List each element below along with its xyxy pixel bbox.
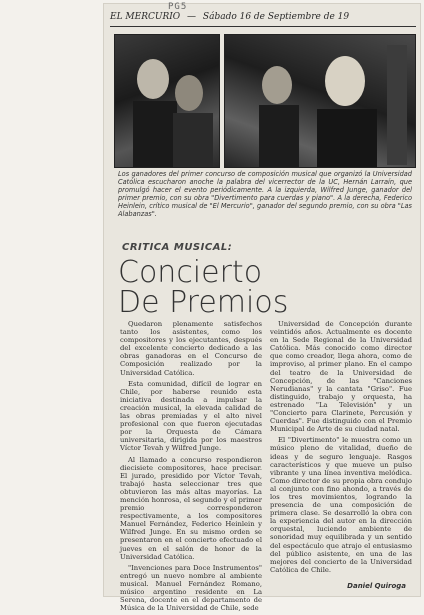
headline-line-2: De Premios [118, 285, 289, 320]
headline-line-1: Concierto [118, 255, 263, 290]
photo-federico-heinlein [224, 34, 416, 168]
newspaper-clipping [104, 2, 420, 613]
publication-date: Sábado 16 de Septiembre de 19 [202, 12, 350, 22]
paper-name: EL MERCURIO [110, 12, 181, 22]
article-column-1 [120, 320, 262, 615]
paragraph: Esta comunidad, difícil de lograr en Chile, por haberse reunido esta iniciativa destinada a impulsar la creación musical, la elevada calidad de las obras premiadas y el alto nivel profesional con que fueron ejecutadas por la Orquesta de Cámara universitaria, dirigida por los maestros Víctor Tevah y Wilfred Junge. [120, 379, 262, 453]
photo-caption: Los ganadores del primer concurso de composición musical que organizó la Universidad Católica escucharon anoche la palabra del vicerrector de la UC, Hernán Larraín, que promulgó hacer el evento periódicamente. A la izquierda, Wilfred Junge, ganador del primer premio, con su obra "Divertimento para cuerdas y piano". A la derecha, Federico Heinlein, crítico musical de "El Mercurio", ganador del segundo premio, con su obra "Las Alabanzas". [118, 170, 412, 218]
handwritten-note: PG5 [168, 2, 188, 12]
paragraph: Quedaron plenamente satisfechos tanto los asistentes, como los compositores y los ejecutantes, después del excelente concierto dedicado a las obras ganadoras en el Concurso de Composición realizado por la Universidad Católica. [120, 320, 262, 377]
masthead [110, 12, 416, 22]
paragraph: "Invenciones para Doce Instrumentos" entregó un nuevo nombre al ambiente musical. Manuel Fernández Romano, músico argentino residente en La Serena, docente en el departamento de Música de la Universidad de Chile, sede [120, 563, 262, 613]
byline: Daniel Quiroga [347, 582, 406, 590]
paragraph: El "Divertimento" le muestra como un músico pleno de vitalidad, dueño de ideas y de seguro lenguaje. Rasgos característicos y que mueve un pulso vibrante y una línea inventiva melódica. Como director de su propia obra condujo al conjunto con fino ahondo, a través de los tres movimientos, logrando la presencia de una composición de primera clase. Se desarrolló la obra con la experiencia del autor en la dirección orquestal, luciendo ambiente de sonoridad muy equilibrada y un sentido del espectáculo que atrajo el entusiasmo del público asistente, en una de las mejores del concierto de la Universidad Católica de Chile. [270, 436, 412, 574]
photo-left-image [115, 35, 219, 167]
headline [118, 255, 418, 320]
paragraph: Al llamado a concurso respondieron diecisiete compositores, hace precisar. El jurado, presidido por Víctor Tevah, trabajó hasta seleccionar tres que obtuvieron las más altas mayorías. La mención honrosa, el segundo y el primer premio corresponderon respectivamente, a los compositores Manuel Fernández, Federico Heinlein y Wilfred Junge. En su mismo orden se presentaron en el concierto efectuado el jueves en el salón de honor de la Universidad Católica. [120, 455, 262, 561]
photo-wilfred-junge [114, 34, 220, 168]
article-column-2 [270, 320, 412, 577]
photo-right-image [225, 35, 415, 167]
masthead-rule [110, 26, 416, 27]
masthead-separator: — [187, 12, 197, 22]
section-kicker: CRITICA MUSICAL: [122, 242, 233, 253]
paragraph: Universidad de Concepción durante veintidós años. Actualmente es docente en la Sede Regional de la Universidad Católica. Más conocido como director que como creador, llega ahora, como de improviso, al primer plano. En el campo del teatro de la Universidad de Concepción, de las "Canciones Nerudianas" y la cantata "Griso". Fue distinguido, trabajo y orquesta, ha estrenado "La Televisión" y un "Concierto para Clarinete, Percusión y Cuerdas". Fue distinguido con el Premio Municipal de Arte de su ciudad natal. [270, 320, 412, 434]
